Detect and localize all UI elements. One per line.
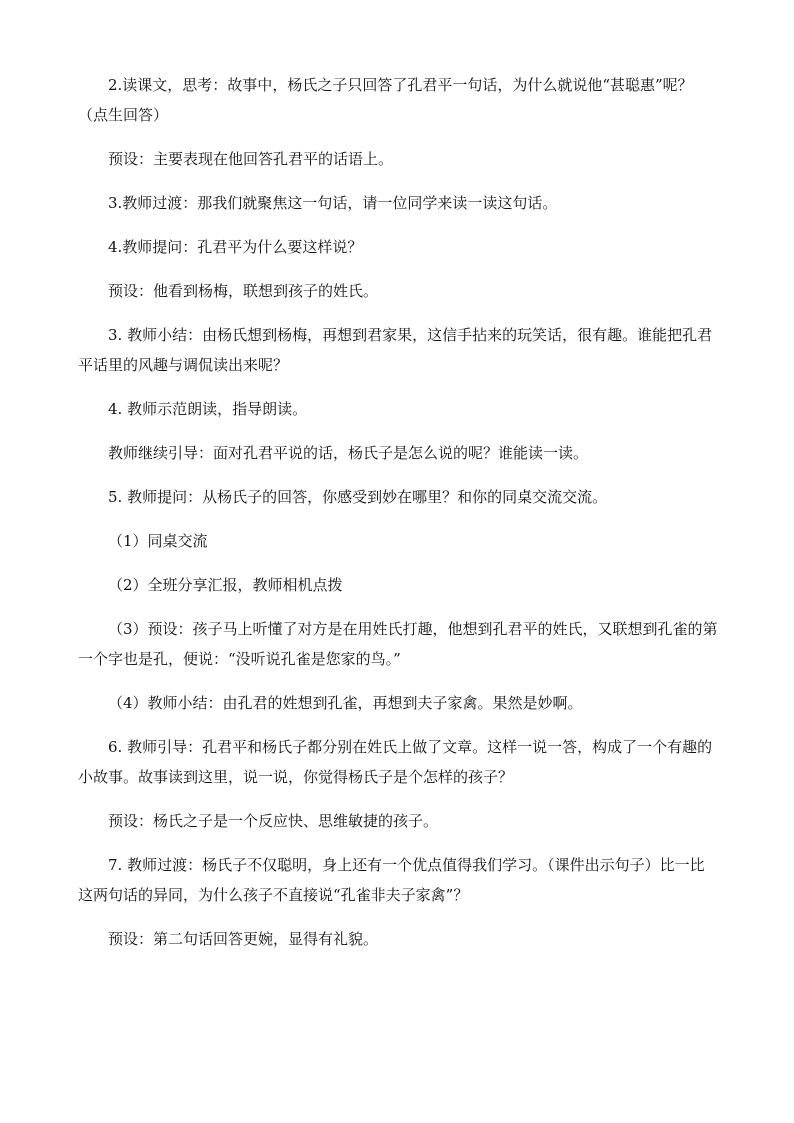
paragraph-preset-2: 预设：他看到杨梅，联想到孩子的姓氏。: [108, 282, 379, 300]
paragraph-sub-3: （3）预设：孩子马上听懂了对方是在用姓氏打趣，他想到孔君平的姓氏，又联想到孔雀的第一个字也是孔，便说：“没听说孔雀是您家的鸟。”: [78, 620, 718, 668]
paragraph-sub-4: （4）教师小结：由孔君的姓想到孔雀，再想到夫子家禽。果然是妙啊。: [108, 694, 583, 712]
paragraph-transition-3: 3.教师过渡：那我们就聚焦这一句话，请一位同学来读一读这句话。: [108, 194, 558, 212]
paragraph-sub-2: （2）全班分享汇报，教师相机点拨: [108, 576, 343, 594]
paragraph-preset-1: 预设：主要表现在他回答孔君平的话语上。: [108, 150, 394, 168]
paragraph-reading-4: 4. 教师示范朗读，指导朗读。: [108, 400, 308, 418]
paragraph-summary-3: 3. 教师小结：由杨氏想到杨梅，再想到君家果，这信手拈来的玩笑话，很有趣。谁能把孔君平话里的风趣与调侃读出来呢？: [78, 326, 713, 374]
paragraph-question-5: 5. 教师提问：从杨氏子的回答，你感受到妙在哪里？和你的同桌交流交流。: [108, 488, 608, 506]
paragraph-sub-1: （1）同桌交流: [108, 532, 208, 550]
paragraph-question-4: 4.教师提问：孔君平为什么要这样说？: [108, 238, 363, 256]
paragraph-question-2: 2.读课文，思考：故事中，杨氏之子只回答了孔君平一句话，为什么就说他“甚聪惠”呢？（点生回答）: [78, 76, 693, 124]
document-body: [78, 70, 718, 968]
paragraph-guide-6: 6. 教师引导：孔君平和杨氏子都分别在姓氏上做了文章。这样一说一答，构成了一个有趣的小故事。故事读到这里，说一说，你觉得杨氏子是个怎样的孩子？: [78, 738, 713, 786]
paragraph-transition-7: 7. 教师过渡：杨氏子不仅聪明，身上还有一个优点值得我们学习。（课件出示句子）比一比这两句话的异同，为什么孩子不直接说“孔雀非夫子家禽”？: [78, 856, 705, 904]
paragraph-preset-4: 预设：第二句话回答更婉，显得有礼貌。: [108, 930, 379, 948]
paragraph-guide-continue: 教师继续引导：面对孔君平说的话，杨氏子是怎么说的呢？谁能读一读。: [108, 444, 589, 462]
paragraph-preset-3: 预设：杨氏之子是一个反应快、思维敏捷的孩子。: [108, 812, 439, 830]
